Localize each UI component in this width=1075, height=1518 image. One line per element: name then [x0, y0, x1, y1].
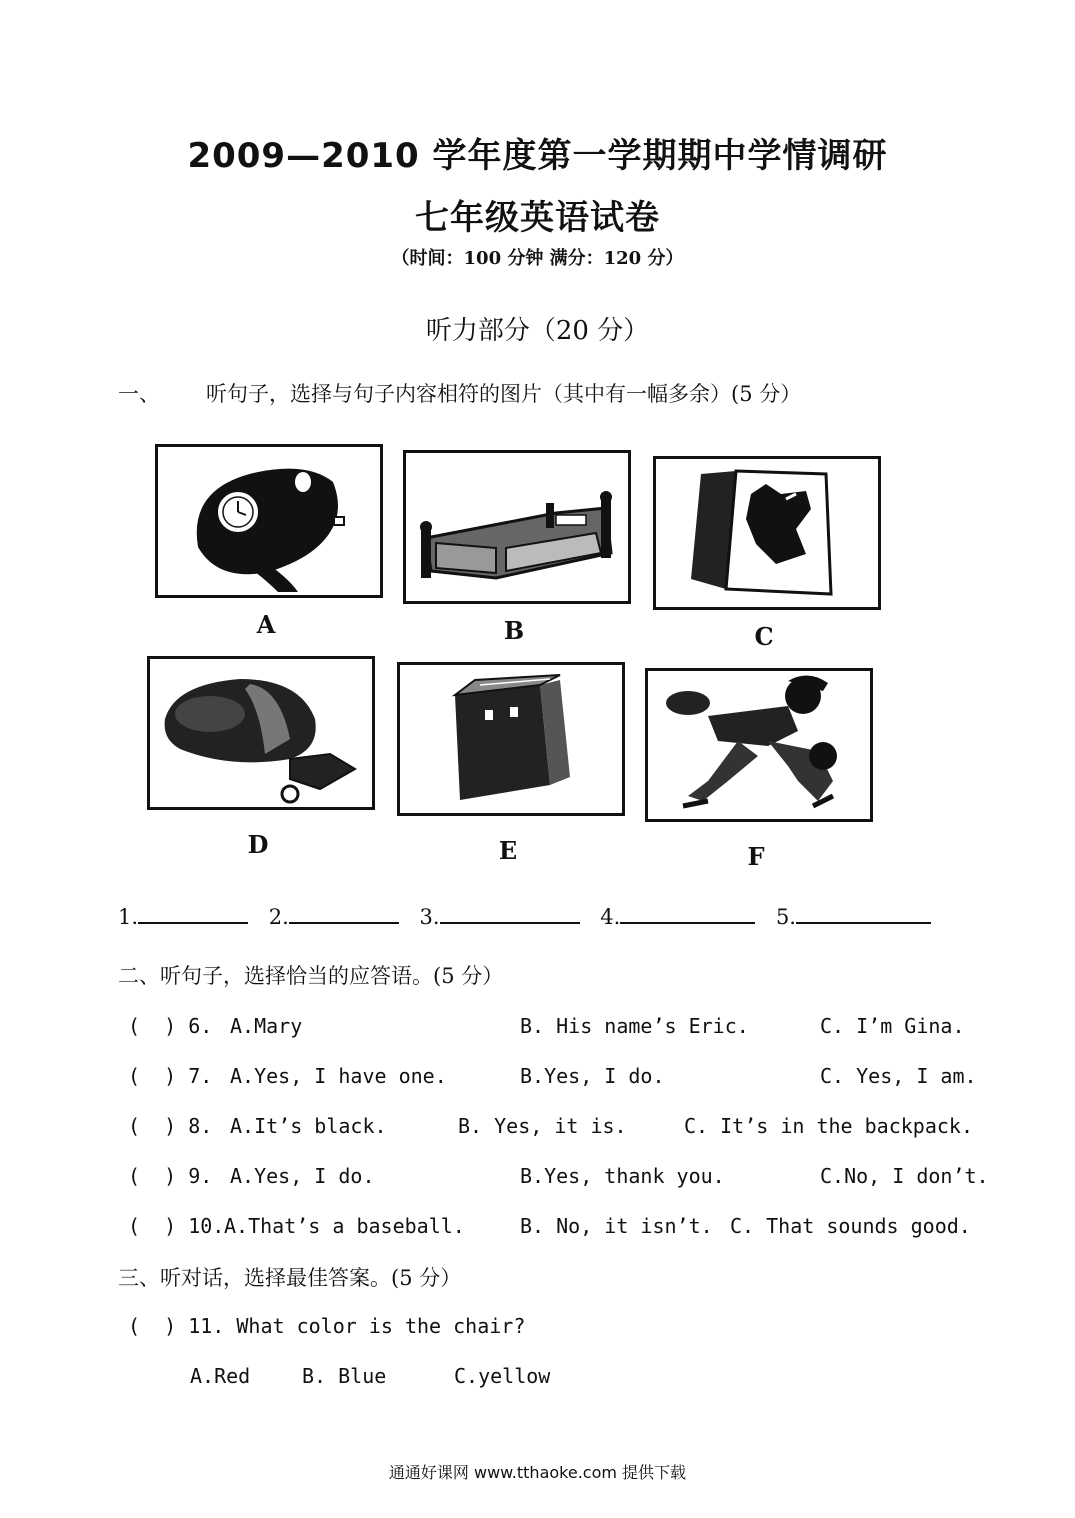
answer-blank-1[interactable] [138, 902, 248, 924]
part2-heading: 二、听句子，选择恰当的应答语。(5 分） [118, 964, 504, 988]
bag-icon [656, 459, 878, 607]
picture-c [653, 456, 881, 610]
question-10-option-b: B. No, it isn’t. [520, 1214, 713, 1238]
question-11-options [190, 1364, 551, 1460]
question-9-option-a: A.Yes, I do. [230, 1164, 375, 1188]
answer-blank-3[interactable] [440, 902, 580, 924]
part1-heading [118, 378, 801, 408]
question-11-stem: ( ) 11. What color is the chair? [128, 1314, 526, 1338]
answer-blank-5[interactable] [796, 902, 931, 924]
picture-e-label: E [498, 836, 518, 865]
question-11-option-c: C.yellow [454, 1364, 551, 1388]
listening-section-title: 听力部分（20 分） [425, 316, 650, 346]
question-8-option-b: B. Yes, it is. [458, 1114, 627, 1138]
exam-title-line2: 七年级英语试卷 [415, 198, 660, 238]
blank-label-5: 5. [775, 905, 796, 929]
hat-icon [150, 659, 372, 807]
part1-instruction: 听句子，选择与句子内容相符的图片（其中有一幅多余）(5 分） [206, 382, 802, 406]
part3-heading: 三、听对话，选择最佳答案。(5 分） [118, 1266, 462, 1290]
blank-label-2: 2. [268, 905, 289, 929]
question-8-option-a: A.It’s black. [230, 1114, 387, 1138]
footer-source: 通通好课网 www.tthaoke.com 提供下载 [388, 1463, 687, 1482]
question-10-option-a: A.That’s a baseball. [224, 1214, 465, 1238]
question-6-option-a: A.Mary [230, 1014, 303, 1038]
picture-f-label: F [747, 842, 765, 871]
question-11-option-b: B. Blue [302, 1364, 387, 1388]
picture-b [403, 450, 631, 604]
picture-f [645, 668, 873, 822]
picture-a [155, 444, 383, 598]
picture-b-label: B [503, 616, 525, 645]
answer-blank-4[interactable] [620, 902, 755, 924]
bed-icon [406, 453, 628, 601]
blank-label-1: 1. [118, 905, 139, 929]
question-9-stem: ( ) 9. [128, 1164, 213, 1188]
picture-e [397, 662, 625, 816]
picture-d [147, 656, 375, 810]
answer-blanks [118, 902, 945, 929]
question-10-option-c: C. That sounds good. [730, 1214, 971, 1238]
question-10-stem: ( ) 10. [128, 1214, 225, 1238]
watch-icon [158, 447, 380, 595]
question-7-option-b: B.Yes, I do. [520, 1064, 665, 1088]
part1-number: 一、 [118, 382, 160, 406]
question-7-stem: ( ) 7. [128, 1064, 213, 1088]
baseball-player-icon [648, 671, 870, 819]
question-11 [128, 1314, 526, 1362]
blank-label-4: 4. [600, 905, 621, 929]
question-7-option-a: A.Yes, I have one. [230, 1064, 447, 1088]
question-6-option-b: B. His name’s Eric. [520, 1014, 749, 1038]
blank-label-3: 3. [419, 905, 440, 929]
question-8-stem: ( ) 8. [128, 1114, 213, 1138]
question-6-stem: ( ) 6. [128, 1014, 213, 1038]
question-8-option-c: C. It’s in the backpack. [684, 1114, 973, 1138]
picture-grid [145, 440, 905, 880]
question-9-option-c: C.No, I don’t. [820, 1164, 989, 1188]
question-9-option-b: B.Yes, thank you. [520, 1164, 725, 1188]
question-7-option-c: C. Yes, I am. [820, 1064, 977, 1088]
answer-blank-2[interactable] [289, 902, 399, 924]
picture-d-label: D [247, 830, 269, 859]
question-11-option-a: A.Red [190, 1364, 251, 1388]
exam-title-line1: 2009—2010 学年度第一学期期中学情调研 [187, 136, 888, 176]
book-icon [400, 665, 622, 813]
picture-a-label: A [256, 610, 276, 639]
exam-info: （时间：100 分钟 满分：120 分） [391, 248, 684, 269]
picture-c-label: C [754, 622, 774, 651]
question-6-option-c: C. I’m Gina. [820, 1014, 965, 1038]
